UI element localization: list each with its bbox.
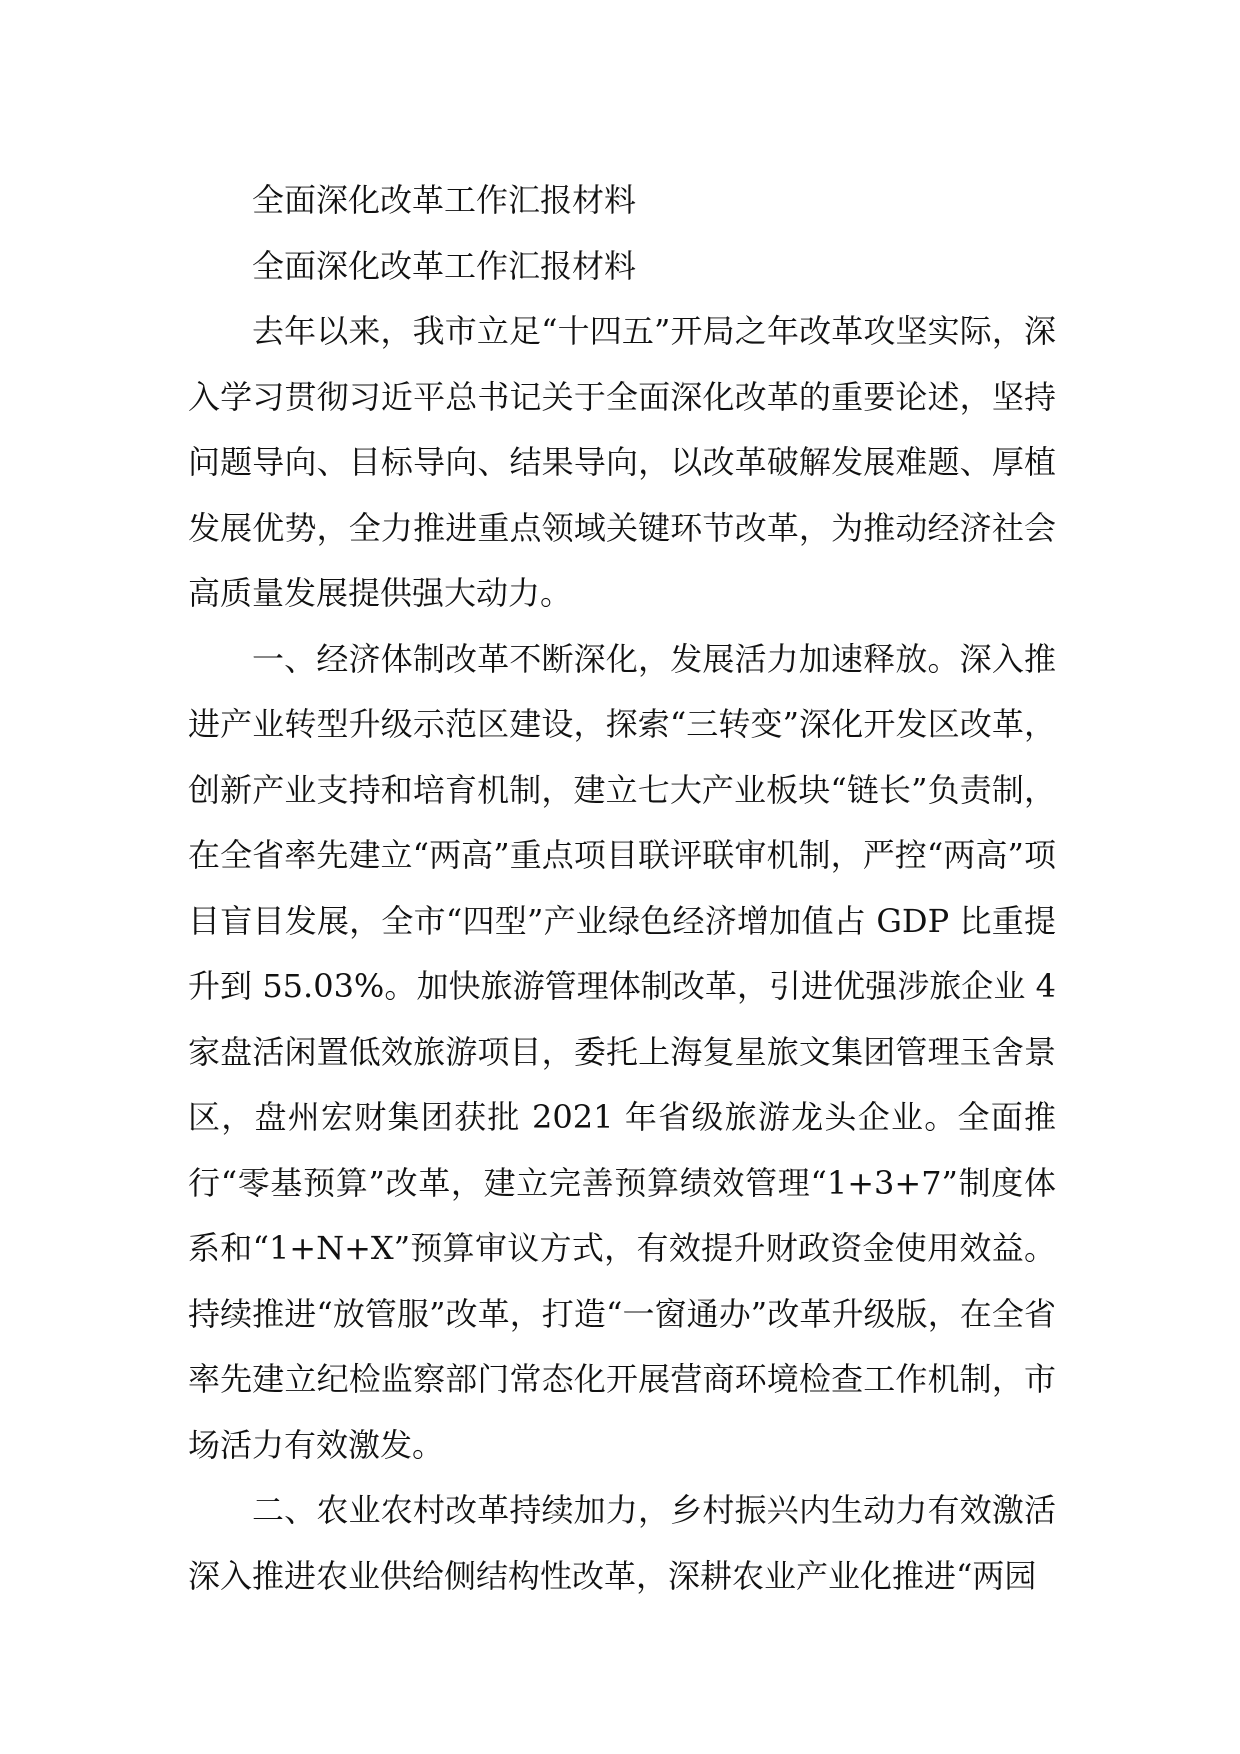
document-title: 全面深化改革工作汇报材料 [252, 181, 637, 219]
paragraph-economic-reform: 一、经济体制改革不断深化，发展活力加速释放。深入推进产业转型升级示范区建设，探索“三转变”深化开发区改革，创新产业支持和培育机制，建立七大产业板块“链长”负责制，在全省率先建立“两高”重点项目联评联审机制，严控“两高”项目盲目发展，全市“四型”产业绿色经济增加值占 GDP 比重提升到 55.03%。加快旅游管理体制改革，引进优强涉旅企业 4 家盘活闲置低效旅游项目，委托上海复星旅文集团管理玉舍景区，盘州宏财集团获批 2021 年省级旅游龙头企业。全面推行“零基预算”改革，建立完善预算绩效管理“1+3+7”制度体系和“1+N+X”预算审议方式，有效提升财政资金使用效益。持续推进“放管服”改革，打造“一窗通办”改革升级版，在全省率先建立纪检监察部门常态化开展营商环境检查工作机制，市场活力有效激发。 [188, 639, 1056, 1464]
paragraph-intro: 去年以来，我市立足“十四五”开局之年改革攻坚实际，深入学习贯彻习近平总书记关于全面深化改革的重要论述，坚持问题导向、目标导向、结果导向，以改革破解发展难题、厚植发展优势，全力推进重点领域关键环节改革，为推动经济社会高质量发展提供强大动力。 [188, 312, 1056, 612]
paragraph-agricultural-reform: 二、农业农村改革持续加力，乡村振兴内生动力有效激活深入推进农业供给侧结构性改革，深耕农业产业化推进“两园 [188, 1491, 1056, 1595]
document-subtitle: 全面深化改革工作汇报材料 [252, 246, 637, 285]
document-body [188, 168, 1056, 1609]
